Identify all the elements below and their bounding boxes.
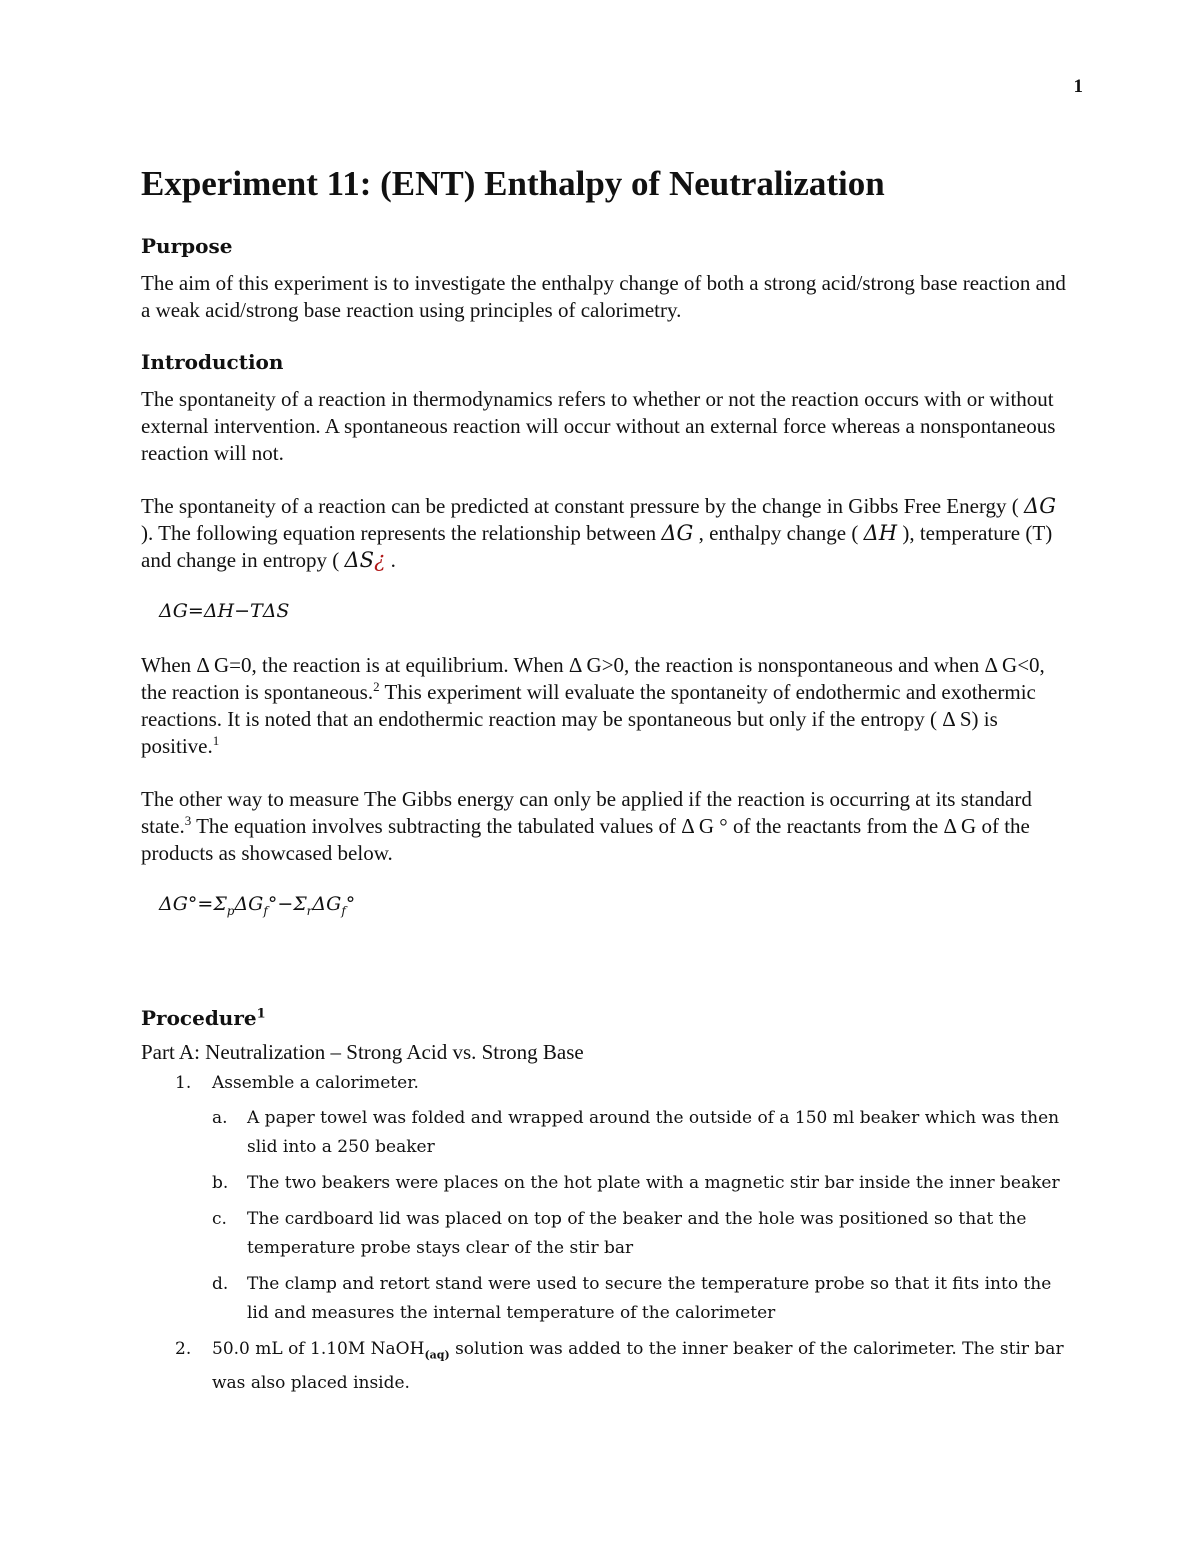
sub-step: a. A paper towel was folded and wrapped around the outside of a 150 ml beaker which was then slid into a 250 beaker: [212, 1107, 1060, 1157]
intro-paragraph-3: When Δ G=0, the reaction is at equilibrium. When Δ G>0, the reaction is nonspontaneous and when Δ G<0, the reaction is spontaneous.$^2$ This experiment will evaluate the spontaneity of endothermic and exothermic reactions. It is noted that an endothermic reaction may be spontaneous but only if the entropy ( Δ S) is positive.$^1$: [141, 653, 1045, 758]
intro-paragraph-1: The spontaneity of a reaction in thermodynamics refers to whether or not the reaction occurs with or without external intervention. A spontaneous reaction will occur without an external force whereas a nonspontaneous reaction will not.: [141, 387, 1056, 465]
intro-paragraph-4: The other way to measure The Gibbs energy can only be applied if the reaction is occurring at its standard state.$^3$ The equation involves subtracting the tabulated values of Δ G ° of the reactants from the Δ G of the products as showcased below.: [141, 787, 1032, 865]
purpose-heading: Purpose: [141, 234, 233, 258]
procedure-steps: [141, 1069, 1071, 1398]
standard-gibbs-equation: $\Delta G^\circ=\Sigma_p\Delta G_f^\circ-\Sigma_r\Delta G_f^\circ$: [159, 893, 356, 918]
citation-superscript: 1: [256, 1006, 266, 1022]
sub-step: d. The clamp and retort stand were used to secure the temperature probe so that it fits into the lid and measures the internal temperature of the calorimeter: [212, 1273, 1052, 1323]
part-a-heading: Part A: Neutralization – Strong Acid vs. Strong Base: [141, 1039, 584, 1064]
glyph-artifact: ¿: [374, 548, 386, 572]
page-number: 1: [1073, 76, 1083, 97]
document-body: [141, 164, 1071, 1404]
citation-superscript: 2: [373, 679, 380, 694]
purpose-text: The aim of this experiment is to investigate the enthalpy change of both a strong acid/strong base reaction and a weak acid/strong base reaction using principles of calorimetry.: [141, 271, 1066, 322]
delta-s-symbol: ΔS: [344, 548, 375, 572]
citation-superscript: 1: [212, 733, 220, 748]
citation-superscript: 3: [184, 813, 192, 828]
gibbs-equation: ΔG=ΔH−TΔS: [159, 600, 290, 622]
procedure-heading: Procedure$^1$: [141, 1005, 266, 1030]
delta-h-symbol: ΔH: [863, 521, 898, 545]
document-title: Experiment 11: (ENT) Enthalpy of Neutralization: [141, 164, 885, 203]
delta-g-symbol: ΔG: [661, 521, 694, 545]
procedure-step: 1. Assemble a calorimeter. a. A paper towel was folded and wrapped around the outside of a 150 ml beaker which was then slid into a 250 beaker b. The two beakers were places on the hot plate with a magnetic stir bar inside the inner beaker c. The cardboard lid was placed on top of the beaker and the hole was positioned so that the temperature probe stays clear of the stir bar d. The clamp and retort stand were used to secure the temperature probe so that it fits into the lid and measures the internal temperature of the calorimeter: [141, 1069, 1071, 1328]
introduction-heading: Introduction: [141, 350, 284, 374]
procedure-step: 2. 50.0 mL of 1.10M NaOH$_{(aq)}$ solution was added to the inner beaker of the calorimeter. The stir bar was also placed inside.: [175, 1338, 1064, 1394]
delta-g-symbol: ΔG: [1024, 494, 1056, 518]
intro-paragraph-2: The spontaneity of a reaction can be predicted at constant pressure by the change in Gibbs Free Energy ( ΔG ). The following equation represents the relationship between ΔG , enthalpy change ( ΔH ), temperature (T) and change in entropy ( ΔS¿ .: [141, 494, 1056, 572]
sub-step: b. The two beakers were places on the hot plate with a magnetic stir bar inside the inner beaker: [212, 1172, 1060, 1193]
sub-steps: [212, 1104, 1071, 1328]
sub-step: c. The cardboard lid was placed on top of the beaker and the hole was positioned so that the temperature probe stays clear of the stir bar: [212, 1208, 1027, 1258]
